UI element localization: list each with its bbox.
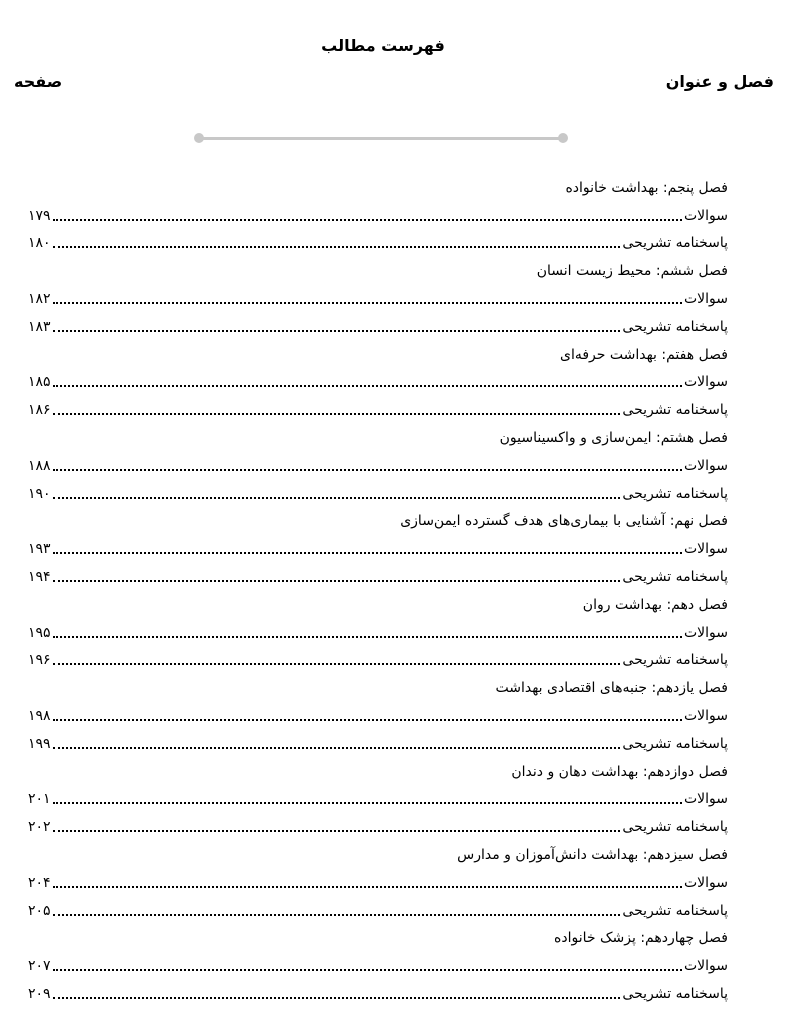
dot-leader (53, 719, 682, 721)
entry-page-number: ۲۰۲ (28, 819, 51, 836)
entry-page-number: ۱۹۳ (28, 541, 51, 558)
toc-entry[interactable] (28, 230, 728, 258)
table-of-contents (28, 174, 728, 1008)
divider-dot-right (558, 133, 568, 143)
toc-entry[interactable] (28, 952, 728, 980)
dot-leader (53, 886, 682, 888)
entry-page-number: ۲۰۹ (28, 986, 51, 1002)
entry-label: پاسخنامه تشریحی (622, 402, 728, 419)
dot-leader (53, 636, 682, 638)
chapter-column-header: فصل و عنوان (665, 72, 774, 91)
toc-entry[interactable] (28, 619, 728, 647)
chapter-heading (28, 257, 728, 285)
entry-label: سوالات (683, 457, 728, 474)
dot-leader (53, 663, 621, 665)
dot-leader (53, 580, 621, 582)
chapter-heading (28, 424, 728, 452)
chapter-title: فصل چهاردهم: پزشک خانواده (554, 930, 728, 947)
toc-entry[interactable] (28, 313, 728, 341)
entry-label: پاسخنامه تشریحی (622, 735, 728, 752)
entry-page-number: ۱۸۳ (28, 318, 51, 335)
entry-label: سوالات (683, 207, 728, 224)
dot-leader (53, 469, 682, 471)
dot-leader (53, 997, 621, 999)
entry-label: سوالات (683, 374, 728, 391)
entry-page-number: ۱۹۰ (28, 485, 51, 502)
entry-page-number: ۱۸۰ (28, 235, 51, 252)
dot-leader (53, 914, 621, 916)
chapter-heading (28, 674, 728, 702)
entry-page-number: ۱۸۶ (28, 402, 51, 419)
entry-page-number: ۲۰۱ (28, 791, 51, 808)
entry-label: پاسخنامه تشریحی (622, 986, 728, 1002)
chapter-heading (28, 591, 728, 619)
dot-leader (53, 497, 621, 499)
toc-entry[interactable] (28, 980, 728, 1008)
decorative-divider (194, 133, 568, 143)
dot-leader (53, 969, 682, 971)
toc-entry[interactable] (28, 202, 728, 230)
chapter-title: فصل دهم: بهداشت روان (582, 596, 728, 613)
entry-label: پاسخنامه تشریحی (622, 902, 728, 919)
entry-label: سوالات (683, 791, 728, 808)
entry-label: سوالات (683, 708, 728, 725)
toc-entry[interactable] (28, 480, 728, 508)
entry-page-number: ۲۰۵ (28, 902, 51, 919)
entry-page-number: ۲۰۷ (28, 958, 51, 975)
dot-leader (53, 747, 621, 749)
toc-entry[interactable] (28, 730, 728, 758)
entry-label: سوالات (683, 291, 728, 308)
entry-label: سوالات (683, 958, 728, 975)
entry-page-number: ۱۹۹ (28, 735, 51, 752)
entry-page-number: ۱۷۹ (28, 207, 51, 224)
toc-entry[interactable] (28, 813, 728, 841)
toc-entry[interactable] (28, 369, 728, 397)
entry-page-number: ۱۹۴ (28, 569, 51, 586)
dot-leader (53, 830, 621, 832)
toc-entry[interactable] (28, 285, 728, 313)
entry-page-number: ۱۸۲ (28, 291, 51, 308)
entry-label: سوالات (683, 874, 728, 891)
chapter-title: فصل هشتم: ایمن‌سازی و واکسیناسیون (499, 430, 728, 447)
dot-leader (53, 219, 682, 221)
chapter-title: فصل نهم: آشنایی با بیماری‌های هدف گسترده ایمن‌سازی (400, 513, 728, 530)
entry-label: پاسخنامه تشریحی (622, 569, 728, 586)
chapter-heading (28, 925, 728, 953)
toc-entry[interactable] (28, 869, 728, 897)
dot-leader (53, 552, 682, 554)
entry-label: پاسخنامه تشریحی (622, 318, 728, 335)
chapter-title: فصل هفتم: بهداشت حرفه‌ای (560, 346, 728, 363)
dot-leader (53, 385, 682, 387)
entry-label: پاسخنامه تشریحی (622, 819, 728, 836)
entry-page-number: ۱۸۵ (28, 374, 51, 391)
chapter-title: فصل دوازدهم: بهداشت دهان و دندان (511, 763, 728, 780)
dot-leader (53, 330, 621, 332)
toc-entry[interactable] (28, 535, 728, 563)
dot-leader (53, 413, 621, 415)
entry-label: سوالات (683, 624, 728, 641)
chapter-title: فصل یازدهم: جنبه‌های اقتصادی بهداشت (495, 680, 728, 697)
toc-entry[interactable] (28, 563, 728, 591)
dot-leader (53, 302, 682, 304)
chapter-heading (28, 508, 728, 536)
entry-page-number: ۱۸۸ (28, 457, 51, 474)
toc-entry[interactable] (28, 452, 728, 480)
divider-dot-left (194, 133, 204, 143)
chapter-title: فصل پنجم: بهداشت خانواده (565, 179, 728, 196)
toc-entry[interactable] (28, 647, 728, 675)
entry-label: پاسخنامه تشریحی (622, 652, 728, 669)
divider-bar (198, 137, 564, 140)
toc-entry[interactable] (28, 786, 728, 814)
entry-page-number: ۱۹۸ (28, 708, 51, 725)
chapter-title: فصل سیزدهم: بهداشت دانش‌آموزان و مدارس (457, 847, 728, 864)
chapter-heading (28, 341, 728, 369)
toc-entry[interactable] (28, 396, 728, 424)
toc-entry[interactable] (28, 702, 728, 730)
entry-page-number: ۲۰۴ (28, 874, 51, 891)
entry-page-number: ۱۹۶ (28, 652, 51, 669)
entry-label: پاسخنامه تشریحی (622, 485, 728, 502)
entry-label: پاسخنامه تشریحی (622, 235, 728, 252)
chapter-heading (28, 758, 728, 786)
chapter-heading (28, 841, 728, 869)
entry-page-number: ۱۹۵ (28, 624, 51, 641)
dot-leader (53, 246, 621, 248)
page-column-header: صفحه (14, 72, 63, 91)
dot-leader (53, 802, 682, 804)
entry-label: سوالات (683, 541, 728, 558)
chapter-title: فصل ششم: محیط زیست انسان (536, 263, 728, 280)
page-title: فهرست مطالب (321, 36, 445, 55)
chapter-heading (28, 174, 728, 202)
toc-entry[interactable] (28, 897, 728, 925)
